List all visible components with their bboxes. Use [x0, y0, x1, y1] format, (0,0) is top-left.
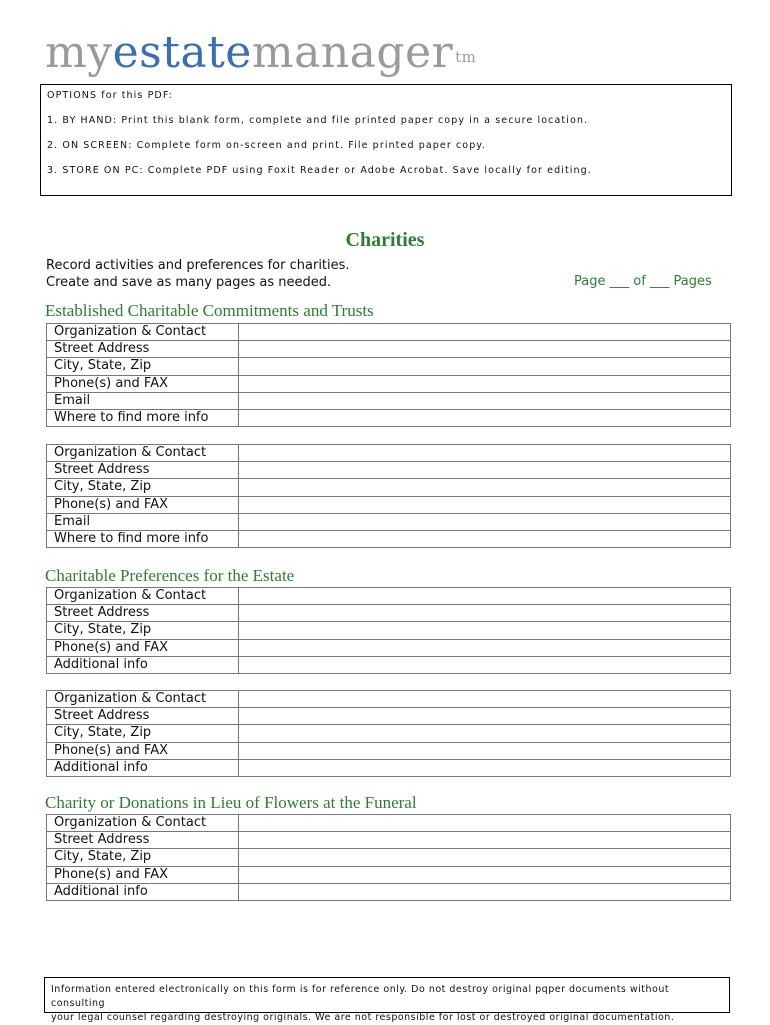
- table-row: [47, 513, 731, 530]
- field-label: Street Address: [47, 462, 239, 479]
- table-row: [47, 409, 731, 426]
- field-label: Additional info: [47, 759, 239, 776]
- field-label: City, State, Zip: [47, 622, 239, 639]
- field-label: Phone(s) and FAX: [47, 375, 239, 392]
- logo-part-manager: manager: [251, 27, 454, 78]
- page-count: Page ___ of ___ Pages: [574, 274, 712, 289]
- field-label: Street Address: [47, 708, 239, 725]
- table-row: [47, 588, 731, 605]
- field-label: Phone(s) and FAX: [47, 639, 239, 656]
- logo: [45, 28, 476, 78]
- table-row: [47, 691, 731, 708]
- field-value-input[interactable]: [239, 588, 731, 605]
- charity-table-1: [46, 323, 731, 427]
- field-value-input[interactable]: [239, 496, 731, 513]
- footer-line-1: Information entered electronically on this form is for reference only. Do not destroy original pqper documents without consulting: [51, 984, 670, 1009]
- field-label: Where to find more info: [47, 530, 239, 547]
- logo-part-my: my: [45, 27, 113, 78]
- table-row: [47, 832, 731, 849]
- field-value-input[interactable]: [239, 866, 731, 883]
- charity-table-3: [46, 587, 731, 674]
- table-row: [47, 462, 731, 479]
- footer-line-2: your legal counsel regarding destroying originals. We are not responsible for lost or destroyed original documentation.: [51, 1012, 675, 1023]
- field-value-input[interactable]: [239, 742, 731, 759]
- field-value-input[interactable]: [239, 708, 731, 725]
- table-row: [47, 725, 731, 742]
- option-by-hand: 1. BY HAND: Print this blank form, complete and file printed paper copy in a secure location.: [47, 115, 589, 126]
- field-label: Organization & Contact: [47, 445, 239, 462]
- table-row: [47, 324, 731, 341]
- field-label: City, State, Zip: [47, 479, 239, 496]
- field-value-input[interactable]: [239, 445, 731, 462]
- field-value-input[interactable]: [239, 409, 731, 426]
- field-label: Phone(s) and FAX: [47, 866, 239, 883]
- section-heading-commitments: Established Charitable Commitments and Trusts: [45, 301, 374, 320]
- table-row: [47, 496, 731, 513]
- field-label: Where to find more info: [47, 409, 239, 426]
- table-row: [47, 759, 731, 776]
- field-value-input[interactable]: [239, 324, 731, 341]
- table-row: [47, 742, 731, 759]
- table-row: [47, 866, 731, 883]
- table-row: [47, 656, 731, 673]
- page-title: Charities: [345, 229, 425, 251]
- field-value-input[interactable]: [239, 815, 731, 832]
- field-value-input[interactable]: [239, 462, 731, 479]
- option-on-screen: 2. ON SCREEN: Complete form on-screen and print. File printed paper copy.: [47, 140, 486, 151]
- field-value-input[interactable]: [239, 375, 731, 392]
- table-row: [47, 622, 731, 639]
- field-value-input[interactable]: [239, 605, 731, 622]
- table-row: [47, 639, 731, 656]
- table-row: [47, 445, 731, 462]
- options-box: [40, 84, 732, 196]
- field-label: Street Address: [47, 832, 239, 849]
- field-value-input[interactable]: [239, 513, 731, 530]
- field-label: City, State, Zip: [47, 849, 239, 866]
- field-value-input[interactable]: [239, 639, 731, 656]
- intro-line-2: Create and save as many pages as needed.: [46, 274, 332, 290]
- field-label: Organization & Contact: [47, 588, 239, 605]
- field-value-input[interactable]: [239, 656, 731, 673]
- option-store-on-pc: 3. STORE ON PC: Complete PDF using Foxit Reader or Adobe Acrobat. Save locally for editing.: [47, 165, 592, 176]
- field-label: Street Address: [47, 341, 239, 358]
- field-value-input[interactable]: [239, 883, 731, 900]
- field-label: Organization & Contact: [47, 324, 239, 341]
- logo-part-estate: estate: [112, 27, 252, 78]
- field-label: Organization & Contact: [47, 691, 239, 708]
- field-value-input[interactable]: [239, 725, 731, 742]
- options-header: OPTIONS for this PDF:: [47, 90, 173, 101]
- field-value-input[interactable]: [239, 622, 731, 639]
- table-row: [47, 605, 731, 622]
- table-row: [47, 849, 731, 866]
- field-label: Phone(s) and FAX: [47, 742, 239, 759]
- logo-trademark: tm: [455, 48, 477, 66]
- table-row: [47, 479, 731, 496]
- table-row: [47, 392, 731, 409]
- field-value-input[interactable]: [239, 691, 731, 708]
- table-row: [47, 530, 731, 547]
- field-label: Email: [47, 513, 239, 530]
- field-value-input[interactable]: [239, 849, 731, 866]
- table-row: [47, 883, 731, 900]
- table-row: [47, 358, 731, 375]
- field-value-input[interactable]: [239, 832, 731, 849]
- field-label: Street Address: [47, 605, 239, 622]
- section-heading-preferences: Charitable Preferences for the Estate: [45, 566, 295, 585]
- field-value-input[interactable]: [239, 358, 731, 375]
- field-label: Email: [47, 392, 239, 409]
- field-label: Phone(s) and FAX: [47, 496, 239, 513]
- charity-table-5: [46, 814, 731, 901]
- field-value-input[interactable]: [239, 759, 731, 776]
- table-row: [47, 375, 731, 392]
- field-value-input[interactable]: [239, 530, 731, 547]
- section-heading-funeral-donations: Charity or Donations in Lieu of Flowers at the Funeral: [45, 793, 417, 812]
- table-row: [47, 341, 731, 358]
- field-value-input[interactable]: [239, 341, 731, 358]
- footer-disclaimer: [44, 977, 730, 1023]
- intro-line-1: Record activities and preferences for charities.: [46, 258, 350, 273]
- field-label: Organization & Contact: [47, 815, 239, 832]
- intro-text: [46, 258, 350, 291]
- table-row: [47, 708, 731, 725]
- charity-table-4: [46, 690, 731, 777]
- field-label: Additional info: [47, 883, 239, 900]
- field-label: City, State, Zip: [47, 358, 239, 375]
- field-label: Additional info: [47, 656, 239, 673]
- field-value-input[interactable]: [239, 479, 731, 496]
- field-value-input[interactable]: [239, 392, 731, 409]
- charity-table-2: [46, 444, 731, 548]
- field-label: City, State, Zip: [47, 725, 239, 742]
- table-row: [47, 815, 731, 832]
